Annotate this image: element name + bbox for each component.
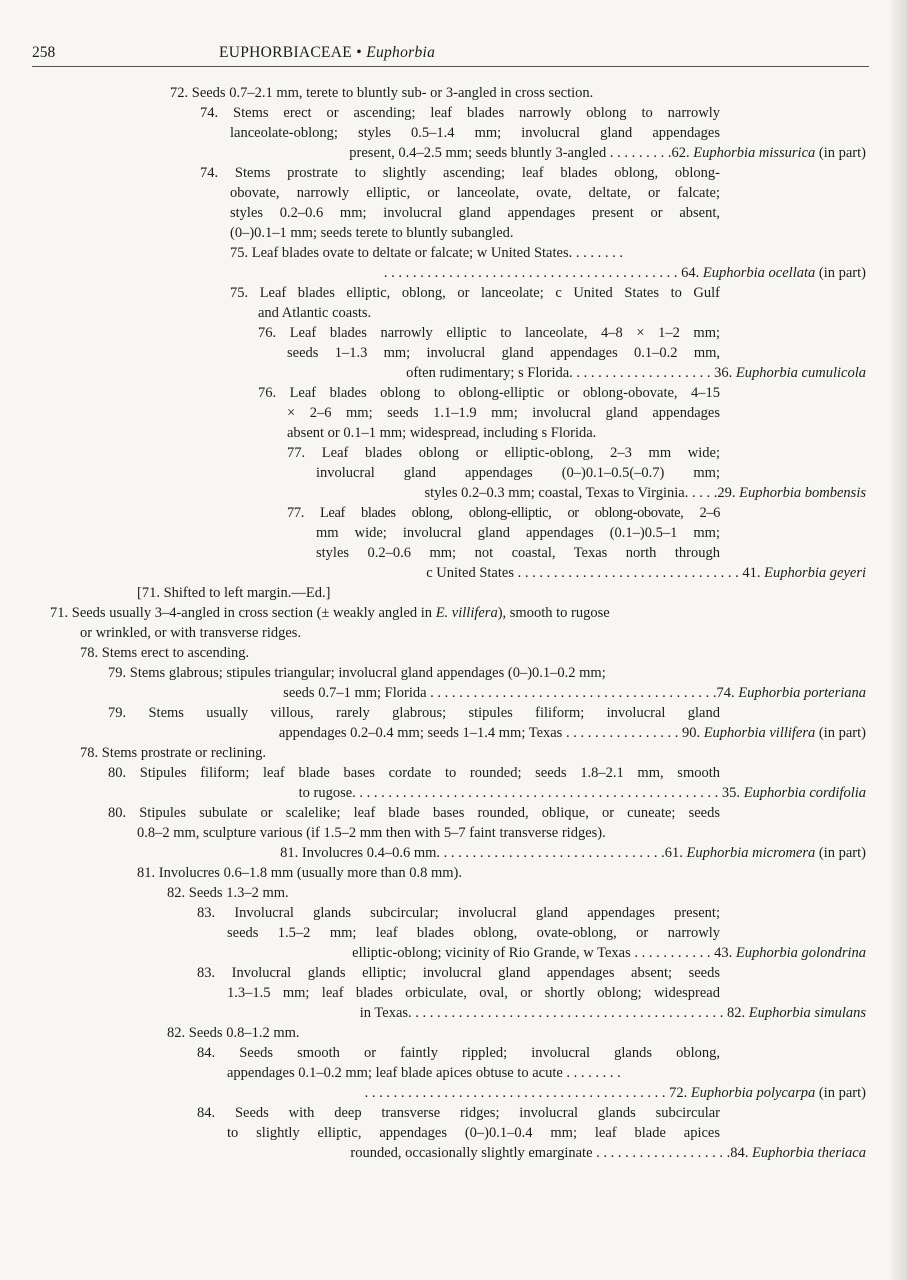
key-line-terminal: to rugose. . . . . . . . . . . . . . . . . . . . . . . . . . . . . . . . . . . . . . . . . . . . . . . . . . . 35. Euphorbia cordifolia <box>298 785 866 801</box>
key-line: 79. Stems glabrous; stipules triangular; involucral gland appendages (0–)0.1–0.2 mm; <box>108 665 606 681</box>
taxon-name: Euphorbia cordifolia <box>743 785 866 801</box>
key-line: 1.3–1.5 mm; leaf blades orbiculate, oval, or shortly oblong; widespread <box>227 985 720 1001</box>
key-line: appendages 0.1–0.2 mm; leaf blade apices obtuse to acute . . . . . . . . <box>227 1065 621 1081</box>
key-line: 0.8–2 mm, sculpture various (if 1.5–2 mm then with 5–7 faint transverse ridges). <box>137 825 606 841</box>
taxon-name: Euphorbia geyeri <box>764 565 866 581</box>
key-line: 77. Leaf blades oblong, oblong-elliptic, or oblong-obovate, 2–6 <box>287 505 720 521</box>
key-line: 80. Stipules filiform; leaf blade bases cordate to rounded; seeds 1.8–2.1 mm, smooth <box>108 765 720 781</box>
key-line: 76. Leaf blades oblong to oblong-elliptic or oblong-obovate, 4–15 <box>258 385 720 401</box>
taxon-name: Euphorbia cumulicola <box>735 365 866 381</box>
taxon-name: Euphorbia polycarpa <box>690 1085 816 1101</box>
key-line: and Atlantic coasts. <box>258 305 372 321</box>
key-line-terminal: styles 0.2–0.3 mm; coastal, Texas to Virginia. . . . .29. Euphorbia bombensis <box>424 485 866 501</box>
key-line: involucral gland appendages (0–)0.1–0.5(–0.7) mm; <box>316 465 720 481</box>
key-line: 78. Stems erect to ascending. <box>80 645 250 661</box>
identification-key <box>0 83 907 1183</box>
key-line: 75. Leaf blades elliptic, oblong, or lanceolate; c United States to Gulf <box>230 285 720 301</box>
taxon-name: Euphorbia ocellata <box>702 265 816 281</box>
key-line: mm wide; involucral gland appendages (0.1–)0.5–1 mm; <box>316 525 720 541</box>
key-line: seeds 1.5–2 mm; leaf blades oblong, ovate-oblong, or narrowly <box>227 925 720 941</box>
key-line: lanceolate-oblong; styles 0.5–1.4 mm; involucral gland appendages <box>230 125 720 141</box>
taxon-name: Euphorbia porteriana <box>738 685 866 701</box>
key-line: or wrinkled, or with transverse ridges. <box>80 625 302 641</box>
key-line-terminal: 81. Involucres 0.4–0.6 mm. . . . . . . . . . . . . . . . . . . . . . . . . . . . . . . .61. Euphorbia micromera (in part) <box>280 845 866 861</box>
key-line: absent or 0.1–1 mm; widespread, including s Florida. <box>287 425 597 441</box>
key-line-terminal: . . . . . . . . . . . . . . . . . . . . . . . . . . . . . . . . . . . . . . . . . 64. Euphorbia ocellata (in part) <box>383 265 866 281</box>
key-line: 81. Involucres 0.6–1.8 mm (usually more than 0.8 mm). <box>137 865 462 881</box>
running-header <box>0 44 907 68</box>
taxon-name: Euphorbia bombensis <box>739 485 866 501</box>
taxon-name: Euphorbia micromera <box>686 845 816 861</box>
key-line: 79. Stems usually villous, rarely glabrous; stipules filiform; involucral gland <box>108 705 720 721</box>
key-line: styles 0.2–0.6 mm; involucral gland appendages present or absent, <box>230 205 720 221</box>
key-line: 84. Seeds smooth or faintly rippled; involucral glands oblong, <box>197 1045 720 1061</box>
key-line: 74. Stems prostrate to slightly ascending; leaf blades oblong, oblong- <box>200 165 720 181</box>
key-line: styles 0.2–0.6 mm; not coastal, Texas north through <box>316 545 720 561</box>
key-line-terminal: elliptic-oblong; vicinity of Rio Grande, w Texas . . . . . . . . . . . 43. Euphorbia golondrina <box>352 945 866 961</box>
key-line: seeds 1–1.3 mm; involucral gland appendages 0.1–0.2 mm, <box>287 345 720 361</box>
family-name: EUPHORBIACEAE <box>219 44 353 61</box>
taxon-name: Euphorbia simulans <box>748 1005 866 1021</box>
key-line-terminal: appendages 0.2–0.4 mm; seeds 1–1.4 mm; Texas . . . . . . . . . . . . . . . . 90. Euphorbia villifera (in part) <box>278 725 866 741</box>
key-line: (0–)0.1–1 mm; seeds terete to bluntly subangled. <box>230 225 514 241</box>
key-line: × 2–6 mm; seeds 1.1–1.9 mm; involucral gland appendages <box>287 405 720 421</box>
key-line-terminal: present, 0.4–2.5 mm; seeds bluntly 3-angled . . . . . . . . .62. Euphorbia missurica (in part) <box>349 145 866 161</box>
key-line-terminal: rounded, occasionally slightly emarginate . . . . . . . . . . . . . . . . . . .84. Euphorbia theriaca <box>350 1145 866 1161</box>
key-line: 80. Stipules subulate or scalelike; leaf blade bases rounded, oblique, or cuneate; seeds <box>108 805 720 821</box>
editor-note: [71. Shifted to left margin.—Ed.] <box>137 585 331 601</box>
genus-name: Euphorbia <box>366 44 436 61</box>
header-rule <box>32 66 869 67</box>
key-line: 83. Involucral glands subcircular; involucral gland appendages present; <box>197 905 720 921</box>
key-line: 78. Stems prostrate or reclining. <box>80 745 267 761</box>
key-line: 71. Seeds usually 3–4-angled in cross section (± weakly angled in E. villifera), smooth to rugose <box>50 605 610 621</box>
key-line: to slightly elliptic, appendages (0–)0.1–0.4 mm; leaf blade apices <box>227 1125 720 1141</box>
running-title <box>219 44 435 62</box>
taxon-name: Euphorbia missurica <box>693 145 816 161</box>
key-line-terminal: . . . . . . . . . . . . . . . . . . . . . . . . . . . . . . . . . . . . . . . . . . 72. Euphorbia polycarpa (in part) <box>364 1085 866 1101</box>
key-line: 82. Seeds 0.8–1.2 mm. <box>167 1025 300 1041</box>
header-bullet: • <box>356 44 362 61</box>
key-line: 84. Seeds with deep transverse ridges; involucral glands subcircular <box>197 1105 720 1121</box>
key-line: 82. Seeds 1.3–2 mm. <box>167 885 289 901</box>
key-line: 77. Leaf blades oblong or elliptic-oblong, 2–3 mm wide; <box>287 445 720 461</box>
taxon-name: Euphorbia golondrina <box>735 945 866 961</box>
key-line: 72. Seeds 0.7–2.1 mm, terete to bluntly sub- or 3-angled in cross section. <box>170 85 594 101</box>
key-line: 76. Leaf blades narrowly elliptic to lanceolate, 4–8 × 1–2 mm; <box>258 325 720 341</box>
key-line: obovate, narrowly elliptic, or lanceolate, ovate, deltate, or falcate; <box>230 185 720 201</box>
key-line-terminal: seeds 0.7–1 mm; Florida . . . . . . . . . . . . . . . . . . . . . . . . . . . . . . . . . . . . . . . .74. Euphorbia porteriana <box>283 685 866 701</box>
key-line: 75. Leaf blades ovate to deltate or falcate; w United States. . . . . . . . <box>230 245 623 261</box>
key-line-terminal: often rudimentary; s Florida. . . . . . . . . . . . . . . . . . . . 36. Euphorbia cumulicola <box>406 365 866 381</box>
page-number: 258 <box>32 44 56 61</box>
taxon-name: Euphorbia villifera <box>703 725 816 741</box>
key-line: 74. Stems erect or ascending; leaf blades narrowly oblong to narrowly <box>200 105 720 121</box>
key-line: 83. Involucral glands elliptic; involucral gland appendages absent; seeds <box>197 965 720 981</box>
taxon-name: Euphorbia theriaca <box>752 1145 866 1161</box>
key-line-terminal: in Texas. . . . . . . . . . . . . . . . . . . . . . . . . . . . . . . . . . . . . . . . . . . . 82. Euphorbia simulans <box>359 1005 866 1021</box>
key-line-terminal: c United States . . . . . . . . . . . . . . . . . . . . . . . . . . . . . . . 41. Euphorbia geyeri <box>426 565 866 581</box>
